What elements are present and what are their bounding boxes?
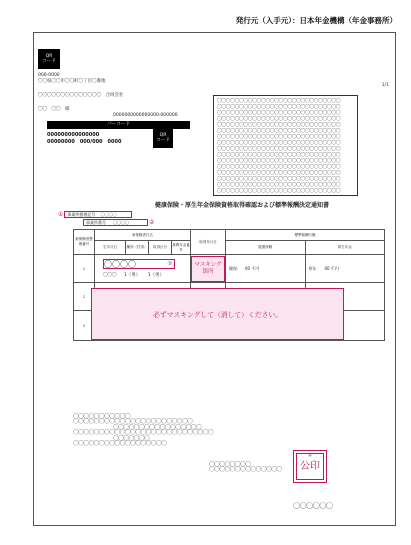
dot-text-line: 〇〇〇〇〇〇〇〇〇〇〇〇〇〇〇〇〇〇〇〇〇〇〇〇〇〇〇〇 xyxy=(217,165,341,170)
dot-text-line: 〇〇〇〇〇〇〇〇〇〇〇〇〇〇〇〇〇〇〇〇〇〇〇〇〇〇〇〇 xyxy=(217,147,341,152)
col-insured-no: 被保険者整理番号 xyxy=(74,230,95,255)
sub-type: 種別（性別） xyxy=(126,241,149,255)
recipient-name: 〇〇 〇〇 様 xyxy=(38,107,70,112)
row-number-3: 3 xyxy=(74,311,95,341)
address-block xyxy=(38,73,188,119)
dot-text-line: 〇〇〇〇〇〇〇〇〇〇〇〇〇〇〇〇〇〇〇〇〇〇〇〇〇〇〇〇 xyxy=(217,123,341,128)
dot-text-line: 〇〇〇〇〇〇〇〇〇〇〇〇〇〇〇〇〇〇〇〇〇〇〇〇〇〇〇〇 xyxy=(217,153,341,158)
qr-code-bottom xyxy=(153,129,173,148)
marker-2-value: 〇〇〇〇 xyxy=(113,220,130,225)
marker-1-value: 〇〇〇〇 xyxy=(100,212,117,217)
barcode xyxy=(47,121,190,129)
name-mask-box xyxy=(103,259,175,269)
marker-2-row xyxy=(83,219,154,226)
number-line-1: 000000000000000 xyxy=(47,132,100,138)
sub-welfare: 厚生年金 xyxy=(305,241,385,255)
notice-sheet xyxy=(33,32,396,526)
marker-4-number: ④ xyxy=(307,454,313,459)
footer-text-block-right xyxy=(209,463,282,474)
barcode-label: バーコード xyxy=(107,122,130,127)
marker-1-box xyxy=(64,211,132,218)
issuer-label: 発行元（入手元）：日本年金機構（年金事務所） xyxy=(235,16,397,25)
marker-2-number: ② xyxy=(149,219,155,226)
dot-text-line: 〇〇〇〇〇〇〇〇〇〇〇〇〇〇〇〇〇〇〇〇〇〇〇〇〇〇〇〇 xyxy=(217,117,341,122)
sub-health: 健康保険 xyxy=(226,241,306,255)
footer-line: 〇〇〇〇〇〇〇〇〇〇〇〇〇〇 xyxy=(209,467,282,474)
row-number-2: 2 xyxy=(74,283,95,311)
row-name: 〇〇〇〇 xyxy=(104,260,136,269)
company-name: 〇〇〇〇〇〇〇〇〇〇〇〇〇〇 合同会社 xyxy=(38,93,124,98)
dot-text-line: 〇〇〇〇〇〇〇〇〇〇〇〇〇〇〇〇〇〇〇〇〇〇〇〇〇〇〇〇 xyxy=(217,99,341,104)
masking-note-text: 必ずマスキングして（消して）ください。 xyxy=(153,311,282,319)
sub-kind: 取得区分 xyxy=(149,241,172,255)
dot-text-lines xyxy=(217,99,354,195)
document-title: 健康保険・厚生年金保険資格取得確認および標準報酬決定通知書 xyxy=(155,202,330,209)
footer-line: 〇〇〇〇〇〇〇〇 xyxy=(209,462,251,468)
row-welfare: 厚年： 00 千円 xyxy=(305,255,385,283)
footer-text-block xyxy=(73,415,213,447)
dot-text-box xyxy=(213,95,358,196)
dot-text-line: 〇〇〇〇〇〇〇〇〇〇〇〇〇〇〇〇〇〇〇〇〇〇〇〇〇〇〇〇 xyxy=(217,141,341,146)
row-sub-values xyxy=(103,272,190,278)
col-standard: 標準報酬月額 xyxy=(226,230,385,241)
marker-1-label: 事業所整理記号 xyxy=(67,212,96,217)
footer-line: 〇〇〇〇〇〇〇〇〇〇〇 xyxy=(73,414,131,420)
footer-line: 〇〇〇〇〇〇〇 xyxy=(113,435,150,442)
footer-line: 〇〇〇〇〇〇〇〇〇〇〇〇〇〇〇〇〇〇〇〇〇〇〇 xyxy=(73,419,193,426)
row-type: 1（男） xyxy=(123,273,141,278)
code-line: 0000000000000000-000000 xyxy=(113,113,178,118)
col-acquisition: 取得年月日 xyxy=(191,230,226,255)
address-line: 〇〇県〇〇市〇〇町〇丁目〇番地 xyxy=(38,79,106,84)
seal-text: 公印 xyxy=(300,461,320,472)
row-birth: 〇〇〇 xyxy=(103,273,117,278)
footer-line: 〇〇〇〇〇〇〇〇〇〇〇〇〇〇〇〇〇〇 xyxy=(73,441,167,448)
row-name-cell xyxy=(95,255,191,283)
row-kind: 1（男） xyxy=(147,273,165,278)
footer-line: 〇〇〇〇〇〇〇〇〇〇〇〇〇〇〇〇〇〇〇〇〇〇〇〇〇〇〇 xyxy=(73,430,214,437)
row-number: 1 xyxy=(74,255,95,283)
col-insured-name: 被保険者氏名 xyxy=(95,230,191,241)
masking-box: マスキング 箇所 xyxy=(191,256,225,282)
marker-2-box xyxy=(83,219,148,226)
dot-text-line: 〇〇〇〇〇〇〇〇〇〇〇〇〇〇〇〇〇〇〇〇〇〇〇〇〇〇〇〇 xyxy=(217,105,341,110)
official-seal xyxy=(293,450,327,483)
number-line-2: 00000000 000/000 0000 xyxy=(47,139,122,145)
footer-right-text: 〇〇〇〇〇〇 xyxy=(293,502,333,510)
qr-code-top xyxy=(38,49,60,69)
marker-3-number: ③ xyxy=(167,261,172,267)
dot-text-line: 〇〇〇〇〇〇〇〇〇〇〇〇〇〇〇〇〇〇〇〇〇〇〇〇〇〇〇〇 xyxy=(217,159,341,164)
footer-line: 〇〇〇〇〇〇〇〇〇〇〇〇〇〇〇〇〇 xyxy=(113,424,202,431)
masking-note xyxy=(91,288,344,340)
dot-text-line: 〇〇〇〇〇〇〇〇〇〇〇〇〇〇〇〇〇〇〇〇〇〇〇〇〇〇〇〇 xyxy=(217,183,341,188)
sub-birth: 生年月日 xyxy=(95,241,126,255)
dot-text-line: 〇〇〇〇〇〇〇〇〇〇〇〇〇〇〇〇〇〇〇〇〇〇〇〇〇〇〇〇 xyxy=(217,129,341,134)
sub-pension: 基礎年金番号 xyxy=(172,241,191,255)
marker-1-number: ① xyxy=(58,211,64,218)
masking-cell xyxy=(191,255,226,283)
page-number: 1/1 xyxy=(381,83,389,88)
dot-text-line: 〇〇〇〇〇〇〇〇〇〇〇〇〇〇〇〇〇〇〇〇〇〇〇〇〇〇〇〇 xyxy=(217,111,341,116)
marker-1-row xyxy=(58,211,132,218)
dot-text-line: 〇〇〇〇〇〇〇〇〇〇〇〇〇〇〇〇〇〇〇〇〇〇〇〇〇〇〇〇 xyxy=(217,177,341,182)
postal-code: 000-0000 xyxy=(38,73,60,78)
dot-text-line: 〇〇〇〇〇〇〇〇〇〇〇〇〇〇〇〇〇〇〇〇〇〇〇〇〇〇〇〇 xyxy=(217,189,341,194)
dot-text-line: 〇〇〇〇〇〇〇〇〇〇〇〇〇〇〇〇〇〇〇〇〇〇〇〇〇〇〇〇 xyxy=(217,171,341,176)
row-health: 健保： 00 千円 xyxy=(226,255,306,283)
dot-text-line: 〇〇〇〇〇〇〇〇〇〇〇〇〇〇〇〇〇〇〇〇〇〇〇〇〇〇〇〇 xyxy=(217,135,341,140)
qr-code-label: QR コード xyxy=(42,54,56,64)
official-seal-inner xyxy=(296,453,324,480)
marker-2-label: 事業所番号 xyxy=(86,220,106,225)
qr-code-label: QR コード xyxy=(156,133,170,143)
